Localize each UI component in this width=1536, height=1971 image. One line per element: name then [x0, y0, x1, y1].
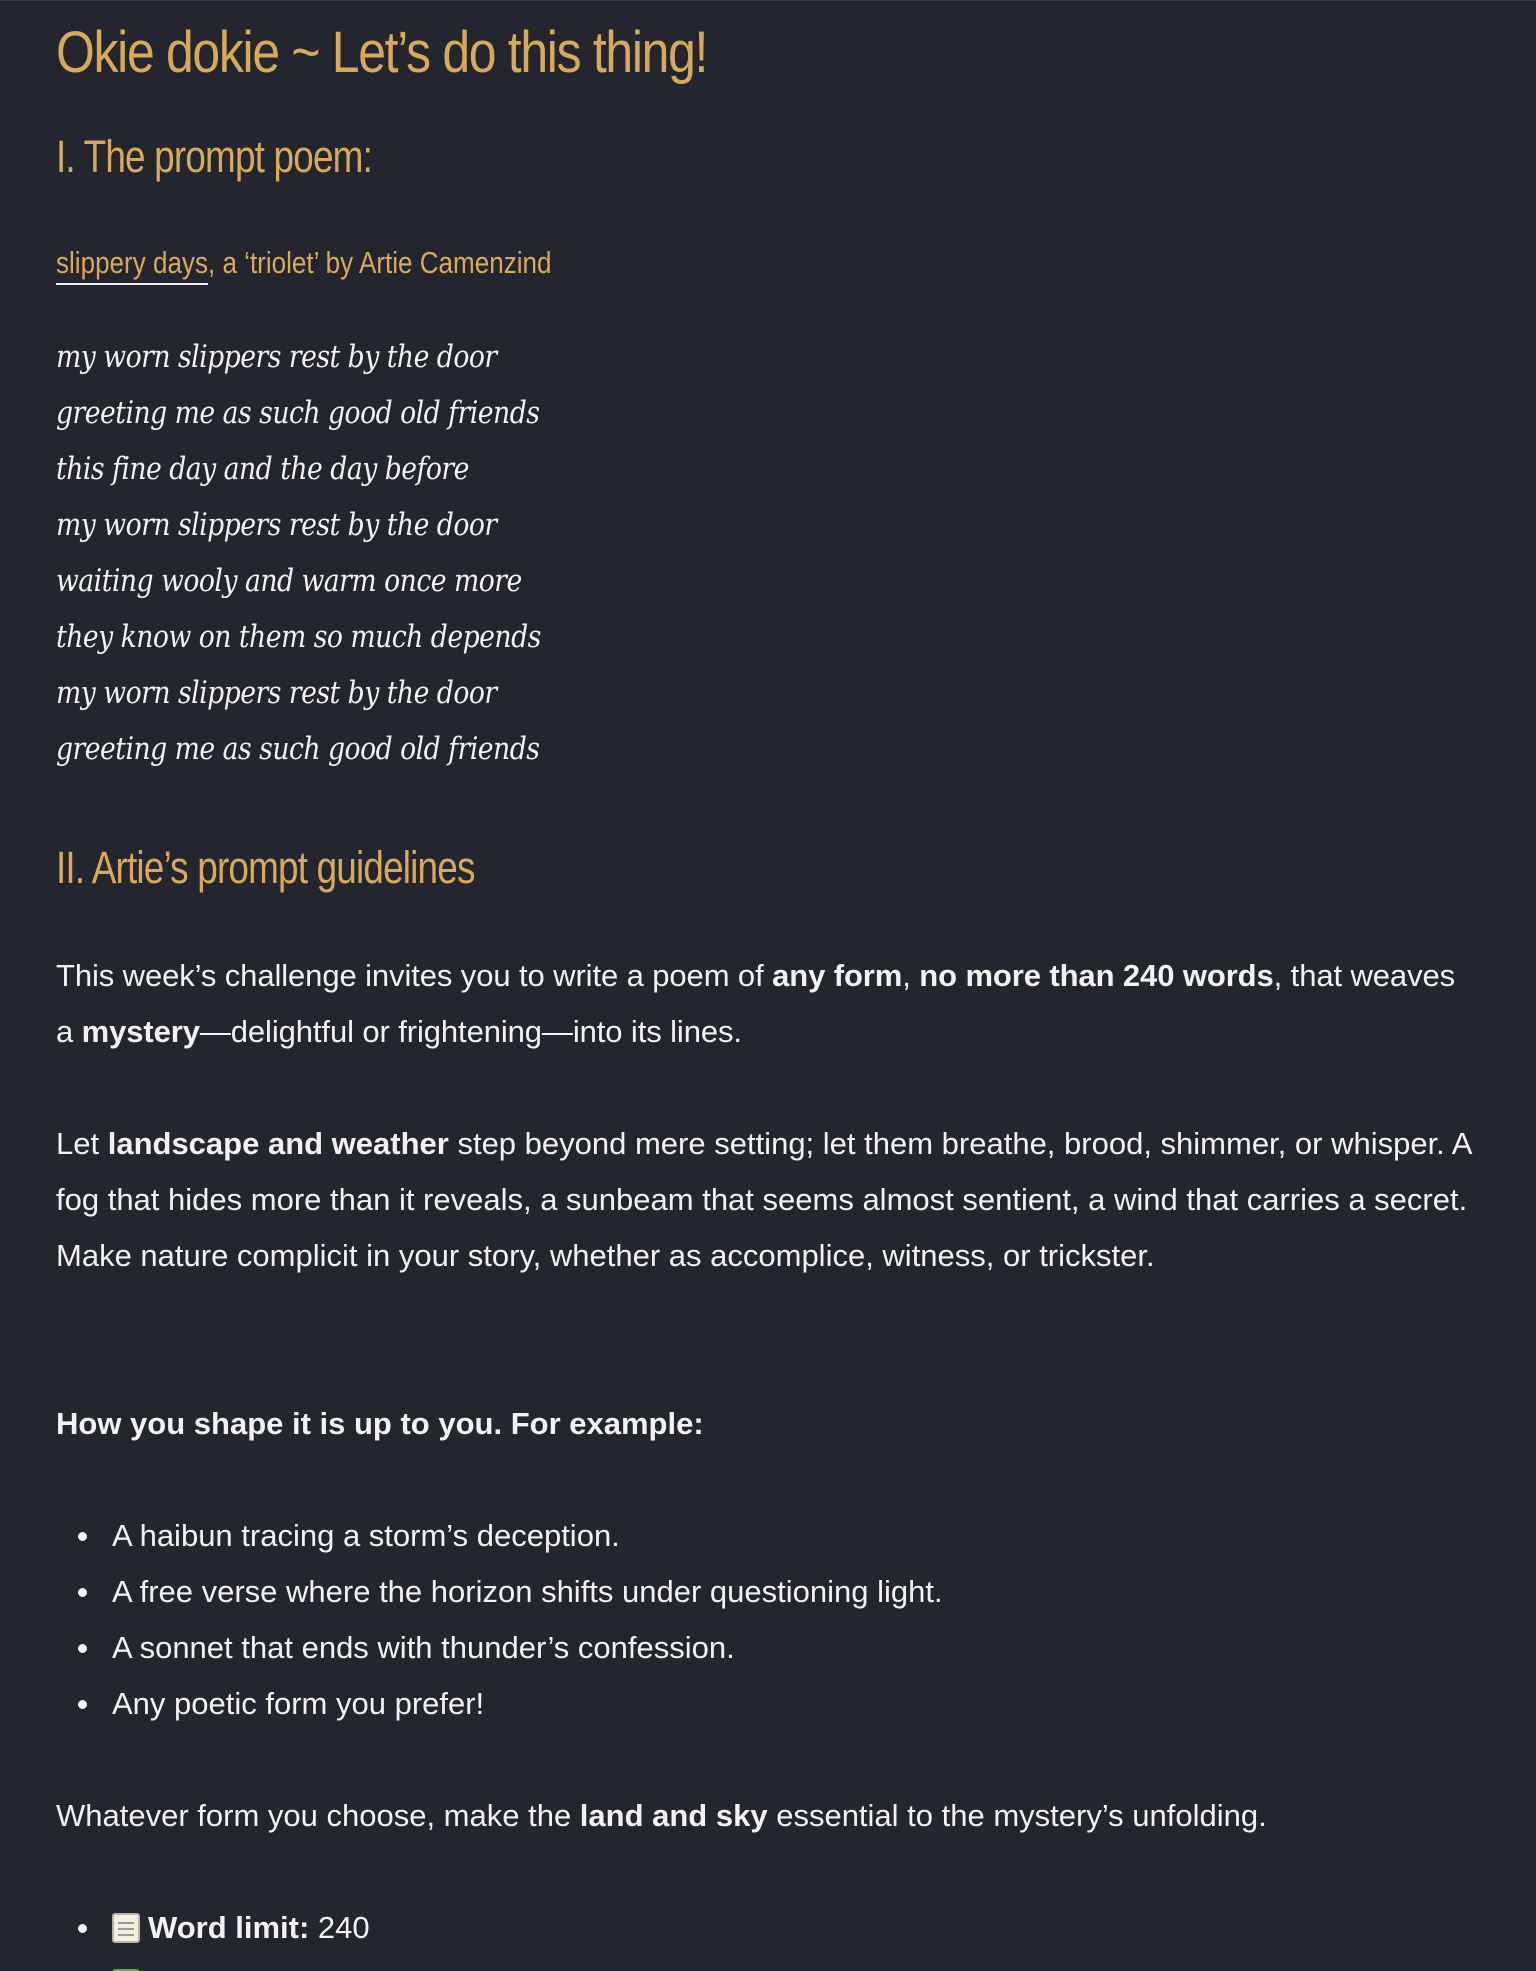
page-title: Okie dokie ~ Let’s do this thing!	[56, 20, 708, 85]
emphasis-landscape-weather: landscape and weather	[107, 1126, 449, 1161]
memo-icon	[112, 1913, 140, 1943]
rule-item-word-limit	[56, 1900, 370, 1956]
emphasis-any-form: any form	[772, 958, 903, 993]
section-heading-prompt-poem: I. The prompt poem:	[56, 131, 373, 182]
emphasis-mystery: mystery	[81, 1014, 200, 1049]
list-item: A haibun tracing a storm’s deception.	[56, 1508, 943, 1564]
rule-item-partial	[56, 1956, 370, 1971]
poem-title-link[interactable]: slippery days	[56, 245, 208, 285]
guideline-intro-paragraph	[56, 948, 1476, 1060]
examples-intro	[56, 1396, 1476, 1452]
list-item: A free verse where the horizon shifts under questioning light.	[56, 1564, 943, 1620]
poem-line: waiting wooly and warm once more	[56, 563, 522, 599]
text-run: , that weaves a	[56, 958, 1456, 1049]
poem-line: my worn slippers rest by the door	[56, 675, 497, 711]
text-run: essential to the mystery’s unfolding.	[767, 1798, 1267, 1833]
emphasis-word-limit: no more than 240 words	[919, 958, 1274, 993]
landscape-paragraph	[56, 1116, 1476, 1284]
rules-list	[56, 1900, 370, 1971]
poem-line: they know on them so much depends	[56, 619, 541, 655]
page	[0, 1, 1536, 1971]
examples-intro-text: How you shape it is up to you. For example:	[56, 1406, 704, 1441]
examples-list	[56, 1508, 943, 1732]
emphasis-land-sky: land and sky	[579, 1798, 768, 1833]
poem-line: this fine day and the day before	[56, 451, 469, 487]
poem-line: my worn slippers rest by the door	[56, 507, 497, 543]
list-item: Any poetic form you prefer!	[56, 1676, 943, 1732]
text-run: Let	[56, 1126, 108, 1161]
text-run: ,	[902, 958, 920, 993]
poem	[56, 329, 620, 777]
section-heading-guidelines: II. Artie’s prompt guidelines	[56, 842, 475, 893]
text-run: —delightful or frightening—into its lines.	[199, 1014, 742, 1049]
list-item: A sonnet that ends with thunder’s confession.	[56, 1620, 943, 1676]
rule-label: Word limit:	[148, 1910, 310, 1945]
poem-credit-text: , a ‘triolet’ by Artie Camenzind	[207, 245, 552, 280]
closing-paragraph	[56, 1788, 1476, 1844]
rule-value: 240	[309, 1910, 370, 1945]
poem-line: greeting me as such good old friends	[56, 731, 540, 767]
poem-line: greeting me as such good old friends	[56, 395, 540, 431]
text-run: This week’s challenge invites you to write a poem of	[56, 958, 773, 993]
poem-credit	[56, 245, 551, 281]
poem-line: my worn slippers rest by the door	[56, 339, 497, 375]
text-run: step beyond mere setting; let them breathe, brood, shimmer, or whisper. A fog that hides more than it reveals, a sunbeam that seems almost sentient, a wind that carries a secret. Make nature complicit in your story, whether as accomplice, witness, or trickster.	[56, 1126, 1471, 1273]
text-run: Whatever form you choose, make the	[56, 1798, 580, 1833]
